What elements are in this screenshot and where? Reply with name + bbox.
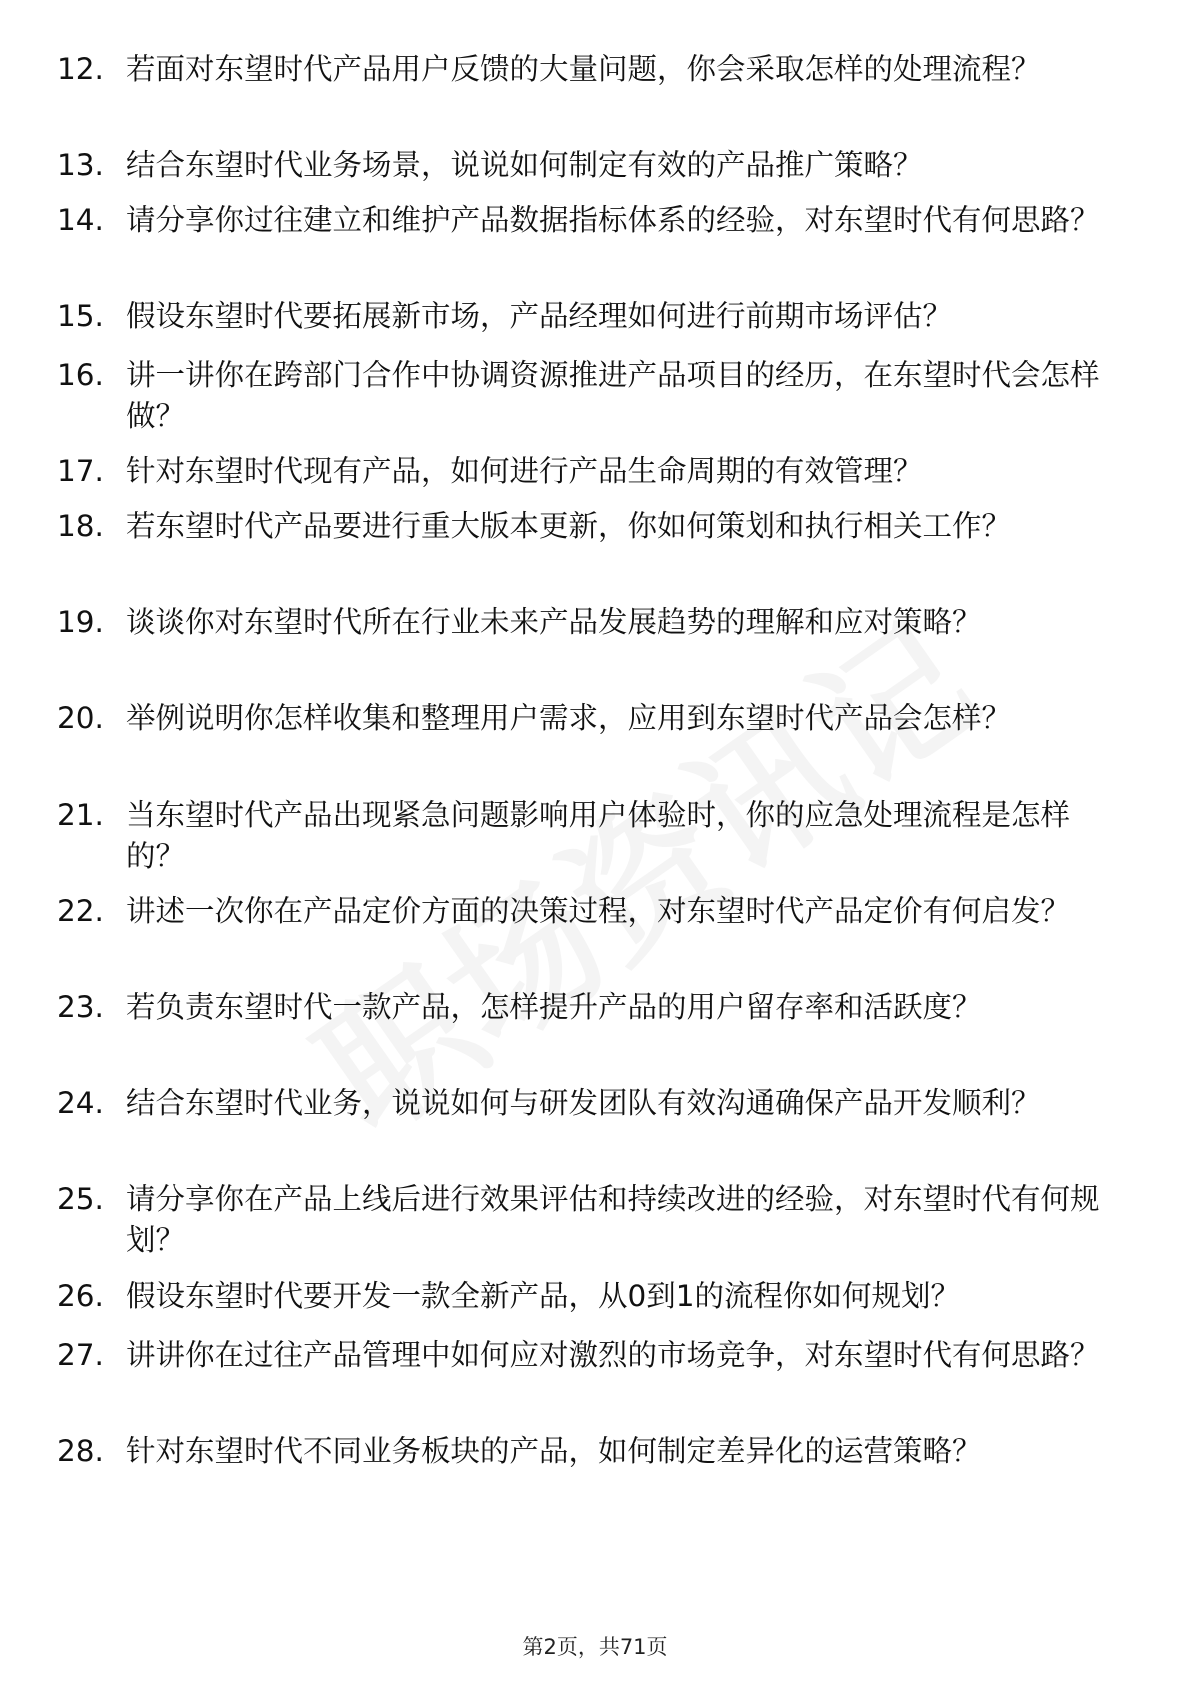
- question-text: 请分享你在产品上线后进行效果评估和持续改进的经验，对东望时代有何规划？: [126, 1182, 1100, 1257]
- question-number: 25.: [57, 1182, 104, 1216]
- question-text: 结合东望时代业务场景，说说如何制定有效的产品推广策略？: [126, 148, 923, 182]
- question-number: 21.: [57, 798, 104, 832]
- question-text: 举例说明你怎样收集和整理用户需求，应用到东望时代产品会怎样？: [126, 701, 1012, 735]
- question-text: 若负责东望时代一款产品，怎样提升产品的用户留存率和活跃度？: [126, 990, 982, 1024]
- question-text: 谈谈你对东望时代所在行业未来产品发展趋势的理解和应对策略？: [126, 605, 982, 639]
- question-text: 结合东望时代业务，说说如何与研发团队有效沟通确保产品开发顺利？: [126, 1086, 1041, 1120]
- question-number: 27.: [57, 1338, 104, 1372]
- question-text: 请分享你过往建立和维护产品数据指标体系的经验，对东望时代有何思路？: [126, 203, 1100, 237]
- question-text: 讲述一次你在产品定价方面的决策过程，对东望时代产品定价有何启发？: [126, 894, 1071, 928]
- question-text: 针对东望时代现有产品，如何进行产品生命周期的有效管理？: [126, 454, 923, 488]
- page-indicator: 第2页，共71页: [522, 1635, 668, 1659]
- question-number: 20.: [57, 701, 104, 735]
- question-number: 16.: [57, 358, 104, 392]
- question-number: 19.: [57, 605, 104, 639]
- question-text: 假设东望时代要拓展新市场，产品经理如何进行前期市场评估？: [126, 299, 953, 333]
- question-text: 若东望时代产品要进行重大版本更新，你如何策划和执行相关工作？: [126, 509, 1012, 543]
- question-text: 针对东望时代不同业务板块的产品，如何制定差异化的运营策略？: [126, 1434, 982, 1468]
- question-number: 22.: [57, 894, 104, 928]
- question-text: 若面对东望时代产品用户反馈的大量问题，你会采取怎样的处理流程？: [126, 52, 1041, 86]
- question-text: 讲一讲你在跨部门合作中协调资源推进产品项目的经历，在东望时代会怎样做？: [126, 358, 1100, 433]
- question-text: 当东望时代产品出现紧急问题影响用户体验时，你的应急处理流程是怎样的？: [126, 798, 1071, 873]
- question-number: 17.: [57, 454, 104, 488]
- question-number: 26.: [57, 1279, 104, 1313]
- question-number: 12.: [57, 52, 104, 86]
- question-text: 讲讲你在过往产品管理中如何应对激烈的市场竞争，对东望时代有何思路？: [126, 1338, 1100, 1372]
- question-number: 14.: [57, 203, 104, 237]
- question-number: 24.: [57, 1086, 104, 1120]
- question-number: 28.: [57, 1434, 104, 1468]
- question-number: 18.: [57, 509, 104, 543]
- question-number: 15.: [57, 299, 104, 333]
- question-text: 假设东望时代要开发一款全新产品，从0到1的流程你如何规划？: [126, 1279, 961, 1313]
- question-number: 13.: [57, 148, 104, 182]
- question-number: 23.: [57, 990, 104, 1024]
